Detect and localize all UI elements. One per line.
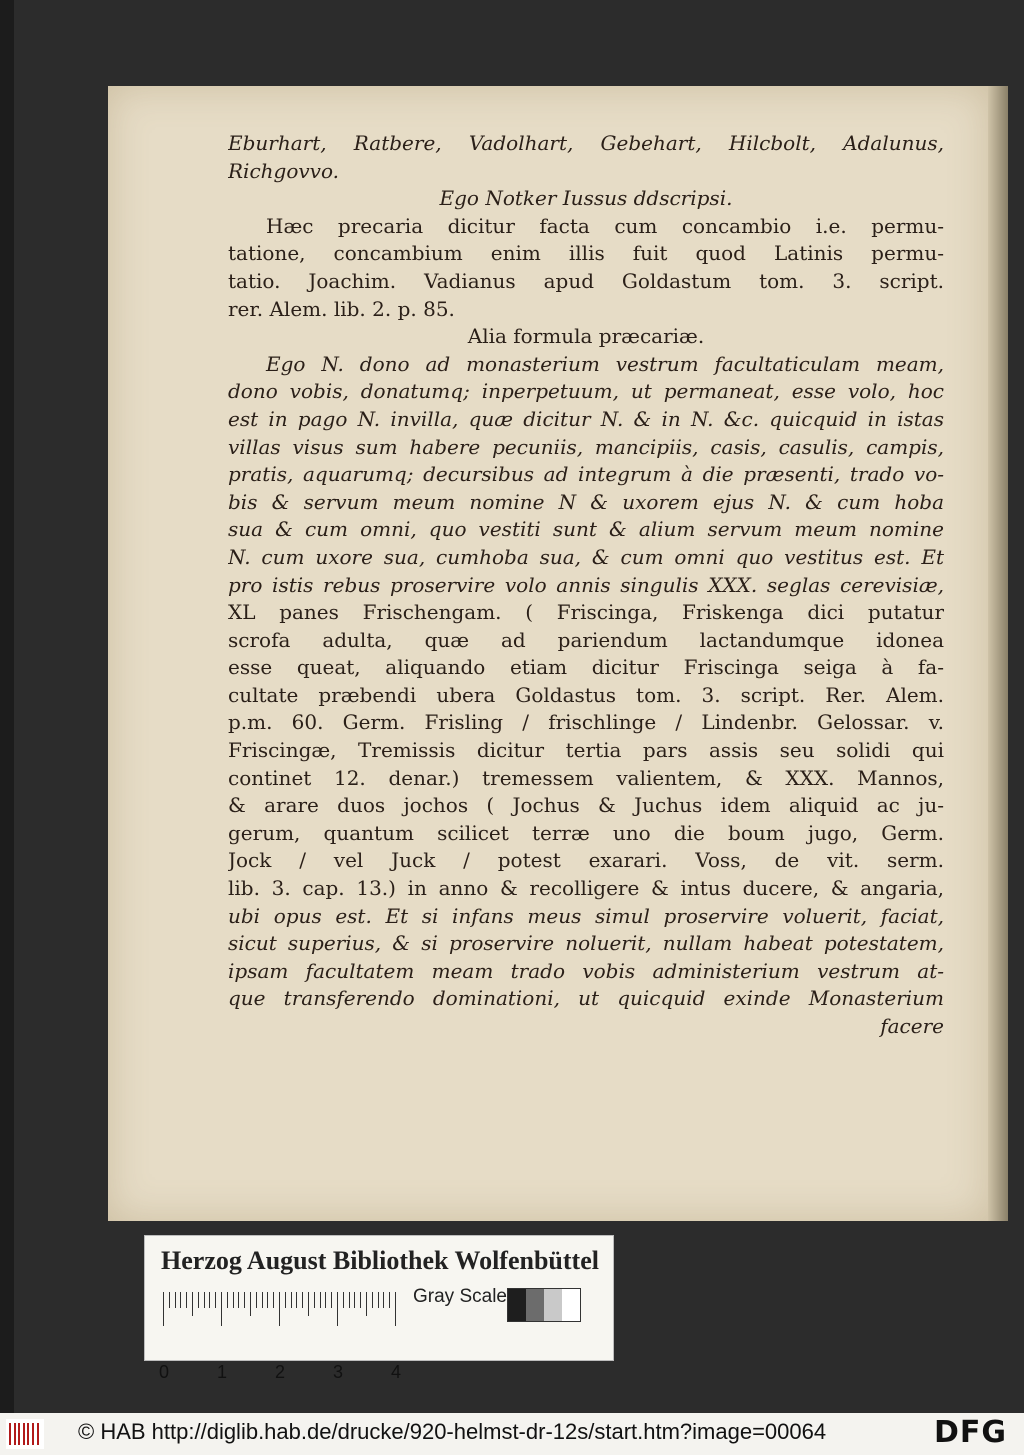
text-line: Alia formula præcariæ.: [467, 324, 705, 349]
text-line: Jock / vel Juck / potest exarari. Voss, de vit. serm.: [228, 848, 944, 873]
logo-bar: [9, 1423, 11, 1445]
page-text: [228, 130, 944, 1041]
text-line: ubi opus est. Et si infans meus simul proservire voluerit, faciat,: [228, 903, 944, 928]
text-line: scrofa adulta, quæ ad pariendum lactandumque idonea: [228, 627, 944, 652]
ruler-tick: [378, 1292, 379, 1308]
ruler-tick: [215, 1292, 216, 1308]
logo-bar: [27, 1423, 29, 1445]
text-line: que transferendo dominationi, ut quicquid exinde Monasterium: [228, 986, 944, 1011]
ruler-tick: [325, 1292, 326, 1308]
ruler-tick: [238, 1292, 239, 1308]
ruler-tick: [372, 1292, 373, 1308]
ruler-tick: [354, 1292, 355, 1308]
text-line: facere: [880, 1014, 944, 1038]
gray-swatch: [544, 1289, 562, 1321]
ruler-tick: [366, 1292, 367, 1316]
text-line: rer. Alem. lib. 2. p. 85.: [228, 296, 455, 321]
ruler-tick: [331, 1292, 332, 1308]
text-line: pro istis rebus proservire volo annis singulis XXX. seglas cerevisiæ,: [228, 572, 944, 597]
ruler-tick: [296, 1292, 297, 1308]
ruler-tick: [395, 1292, 396, 1326]
ruler-tick: [250, 1292, 251, 1316]
text-line: Ego Notker Iussus ddscripsi.: [439, 186, 733, 211]
ruler-tick: [192, 1292, 193, 1316]
ruler-tick: [186, 1292, 187, 1308]
ruler-tick: [180, 1292, 181, 1308]
text-line: p.m. 60. Germ. Frisling / frischlinge / Lindenbr. Gelossar. v.: [228, 710, 944, 735]
text-line: Hæc precaria dicitur facta cum concambio i.e. permu-: [266, 213, 944, 238]
ruler-tick: [198, 1292, 199, 1308]
ruler-tick: [244, 1292, 245, 1308]
ruler-tick: [273, 1292, 274, 1308]
text-line: sua & cum omni, quo vestiti sunt & alium servum meum nomine: [228, 517, 944, 542]
ruler-tick: [221, 1292, 222, 1326]
ruler-tick: [204, 1292, 205, 1308]
text-line: lib. 3. cap. 13.) in anno & recolligere & intus ducere, & angaria,: [228, 876, 944, 901]
text-line: continet 12. denar.) tremessem valientem, & XXX. Mannos,: [228, 765, 944, 790]
ruler-tick: [308, 1292, 309, 1316]
text-line: sicut superius, & si proservire noluerit, nullam habeat potestatem,: [228, 931, 944, 956]
ruler-number: 1: [217, 1362, 228, 1382]
text-line: est in pago N. invilla, quæ dicitur N. & in N. &c. quicquid in istas: [228, 406, 944, 431]
logo-bar: [37, 1423, 39, 1445]
text-line: bis & servum meum nomine N & uxorem ejus N. & cum hoba: [228, 489, 944, 514]
ruler-tick: [233, 1292, 234, 1308]
ruler-tick: [320, 1292, 321, 1308]
logo-bar: [23, 1423, 25, 1445]
color-reference-card: [144, 1235, 614, 1382]
ruler-tick: [337, 1292, 338, 1326]
ruler-tick: [227, 1292, 228, 1308]
ruler-number: 2: [275, 1362, 286, 1382]
ruler-tick: [302, 1292, 303, 1308]
text-line: N. cum uxore sua, cumhoba sua, & cum omni quo vestitus est. Et: [228, 544, 944, 569]
ruler-tick: [256, 1292, 257, 1308]
gray-swatch: [562, 1289, 580, 1321]
text-line: Friscingæ, Tremissis dicitur tertia pars assis seu solidi qui: [228, 738, 944, 763]
hab-logo-icon: [6, 1419, 44, 1449]
text-line: tatione, concambium enim illis fuit quod Latinis permu-: [228, 241, 944, 266]
ruler-number: 0: [159, 1362, 170, 1382]
ruler-tick: [262, 1292, 263, 1308]
ruler-number: 3: [333, 1362, 344, 1382]
gray-swatch: [508, 1289, 526, 1321]
logo-bar: [14, 1423, 16, 1445]
ruler-tick: [389, 1292, 390, 1308]
ruler-tick: [314, 1292, 315, 1308]
ruler-tick: [285, 1292, 286, 1308]
page-edge: [988, 86, 1008, 1221]
dfg-logo: DFG: [934, 1415, 1008, 1450]
gray-swatch: [526, 1289, 544, 1321]
gray-scale-swatches: [507, 1288, 581, 1322]
text-line: esse queat, aliquando etiam dicitur Friscinga seiga à fa-: [228, 655, 944, 680]
text-line: Eburhart, Ratbere, Vadolhart, Gebehart, Hilcbolt, Adalunus,: [228, 131, 944, 155]
ruler-tick: [279, 1292, 280, 1326]
text-line: cultate præbendi ubera Goldastus tom. 3. script. Rer. Alem.: [228, 682, 944, 707]
text-line: & arare duos jochos ( Jochus & Juchus idem aliquid ac ju-: [228, 793, 944, 818]
text-line: ipsam facultatem meam trado vobis administerium vestrum at-: [228, 958, 944, 983]
text-line: gerum, quantum scilicet terræ uno die boum jugo, Germ.: [228, 820, 944, 845]
scan-frame: [0, 0, 14, 1455]
copyright-link[interactable]: © HAB http://diglib.hab.de/drucke/920-helmst-dr-12s/start.htm?image=00064: [78, 1419, 827, 1444]
ruler-tick: [349, 1292, 350, 1308]
ruler-tick: [291, 1292, 292, 1308]
library-name: Herzog August Bibliothek Wolfenbüttel: [161, 1246, 599, 1275]
ruler-tick: [209, 1292, 210, 1308]
ruler-tick: [175, 1292, 176, 1308]
ruler-number: 4: [391, 1362, 402, 1382]
text-line: Richgovvo.: [228, 158, 340, 183]
ruler-tick: [163, 1292, 164, 1326]
logo-bar: [18, 1423, 20, 1445]
text-line: pratis, aquarumq; decursibus ad integrum à die præsenti, trado vo-: [228, 462, 944, 487]
logo-bar: [32, 1423, 34, 1445]
text-line: tatio. Joachim. Vadianus apud Goldastum tom. 3. script.: [228, 268, 944, 293]
ruler-tick: [383, 1292, 384, 1308]
text-line: villas visus sum habere pecuniis, mancipiis, casis, casulis, campis,: [228, 434, 944, 459]
ruler-tick: [343, 1292, 344, 1308]
text-line: XL panes Frischengam. ( Friscinga, Friskenga dici putatur: [228, 600, 944, 625]
ruler-tick: [360, 1292, 361, 1308]
text-line: dono vobis, donatumq; inperpetuum, ut permaneat, esse volo, hoc: [228, 379, 944, 404]
ruler-ticks: [163, 1292, 393, 1328]
ruler-tick: [169, 1292, 170, 1308]
ruler-tick: [267, 1292, 268, 1308]
gray-scale-label: Gray Scale: [413, 1286, 507, 1307]
footer-bar: [0, 1413, 1024, 1455]
text-line: Ego N. dono ad monasterium vestrum facultaticulam meam,: [266, 351, 944, 376]
